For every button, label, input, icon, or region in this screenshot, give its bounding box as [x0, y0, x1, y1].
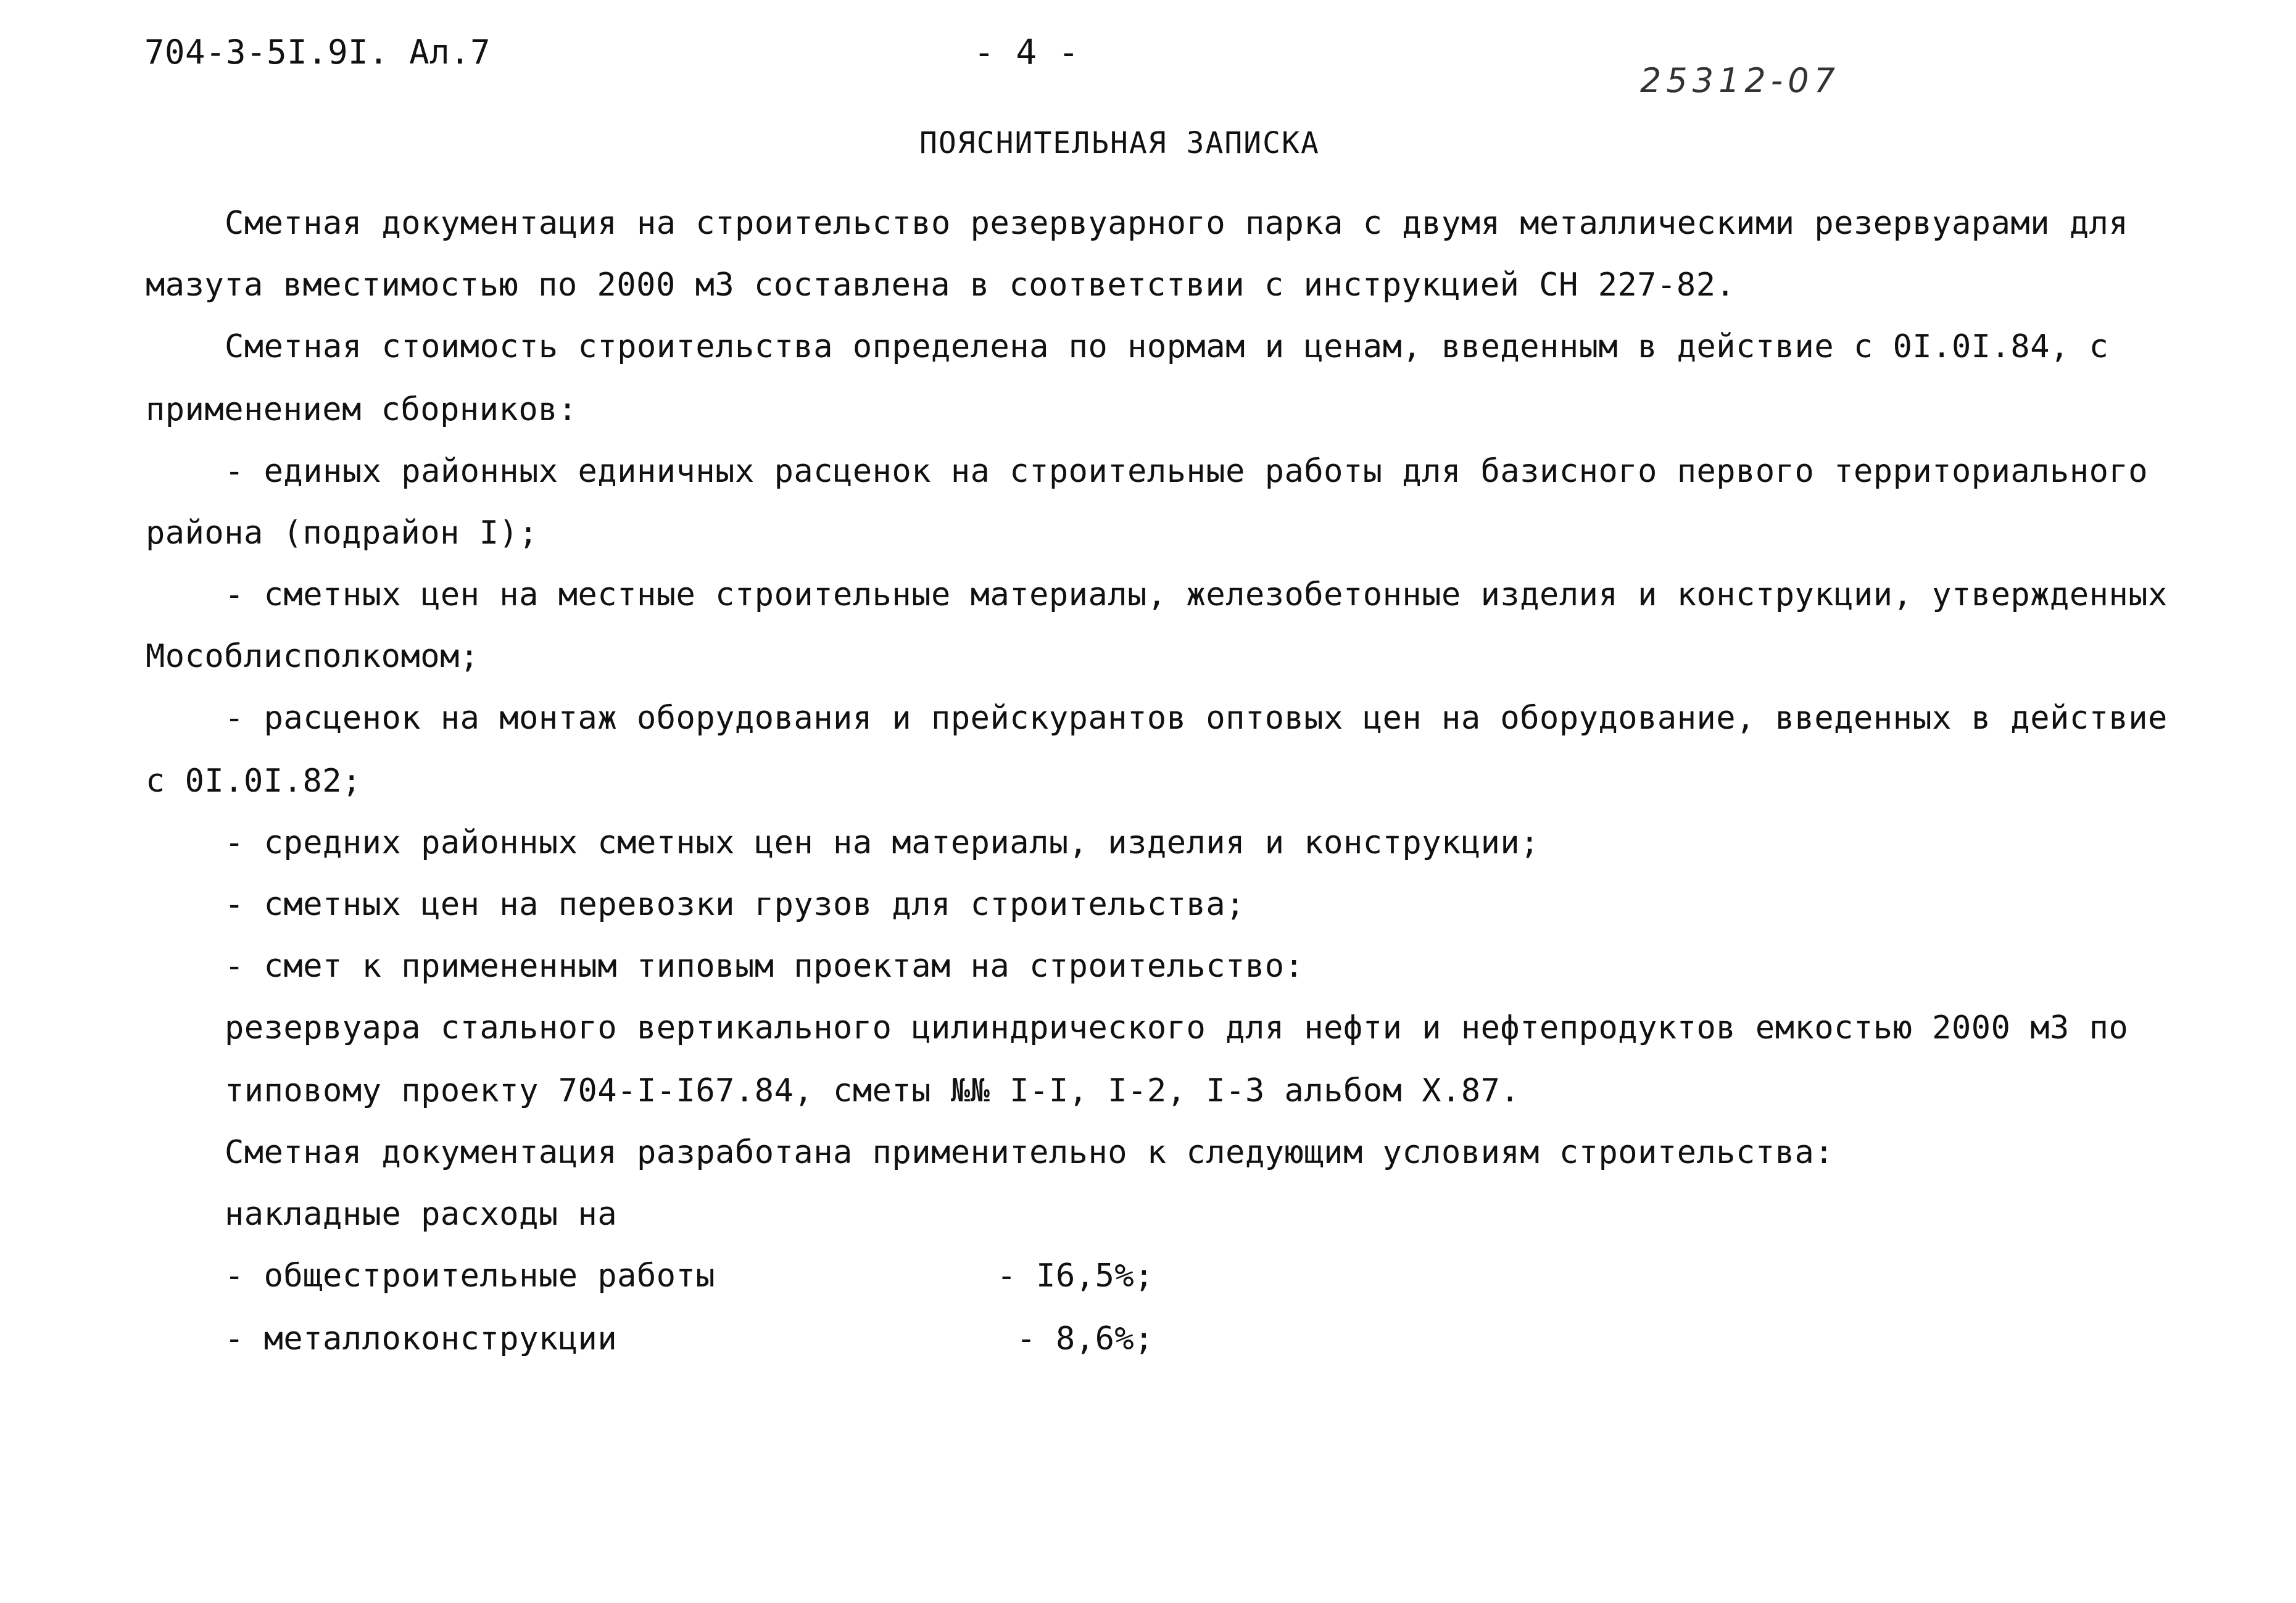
- body-line: Сметная документация разработана применительно к следующим условиям строительства:: [225, 1134, 1834, 1171]
- body-line: с 0I.0I.82;: [146, 763, 362, 800]
- body-line: накладные расходы на: [225, 1196, 618, 1233]
- body-line: - сметных цен на местные строительные материалы, железобетонные изделия и конструкции, утвержденных: [225, 576, 2168, 613]
- body-line: Сметная документация на строительство резервуарного парка с двумя металлическими резервуарами для: [225, 205, 2129, 242]
- body-line: Сметная стоимость строительства определена по нормам и ценам, введенным в действие с 0I.0I.84, с: [225, 328, 2109, 365]
- overhead-label: - металлоконструкции: [225, 1320, 618, 1357]
- body-line: района (подрайон I);: [146, 515, 539, 552]
- overhead-label: - общестроительные работы: [225, 1257, 716, 1294]
- overhead-value: - I6,5%;: [997, 1257, 1154, 1294]
- doc-code: 704-3-5I.9I. Ал.7: [144, 33, 491, 72]
- overhead-value: - 8,6%;: [1016, 1320, 1154, 1357]
- body-line: - смет к примененным типовым проектам на строительство:: [225, 948, 1304, 985]
- body-line: Мособлисполкомом;: [146, 638, 479, 675]
- body-line: - единых районных единичных расценок на строительные работы для базисного первого территориального: [225, 453, 2149, 490]
- page-title: ПОЯСНИТЕЛЬНАЯ ЗАПИСКА: [919, 126, 1320, 160]
- page-number: - 4 -: [974, 33, 1080, 73]
- body-line: мазута вместимостью по 2000 м3 составлена в соответствии с инструкцией СН 227-82.: [146, 267, 1736, 304]
- body-line: резервуара стального вертикального цилиндрического для нефти и нефтепродуктов емкостью 2000 м3 по: [225, 1009, 2129, 1046]
- body-line: - сметных цен на перевозки грузов для строительства;: [225, 886, 1245, 923]
- body-line: типовому проекту 704-I-I67.84, сметы №№ I-I, I-2, I-3 альбом X.87.: [225, 1072, 1520, 1109]
- body-line: - расценок на монтаж оборудования и прейскурантов оптовых цен на оборудование, введенных в действие: [225, 700, 2168, 737]
- archive-number: 25312-07: [1640, 61, 1840, 100]
- body-line: - средних районных сметных цен на материалы, изделия и конструкции;: [225, 824, 1540, 861]
- body-line: применением сборников:: [146, 391, 578, 428]
